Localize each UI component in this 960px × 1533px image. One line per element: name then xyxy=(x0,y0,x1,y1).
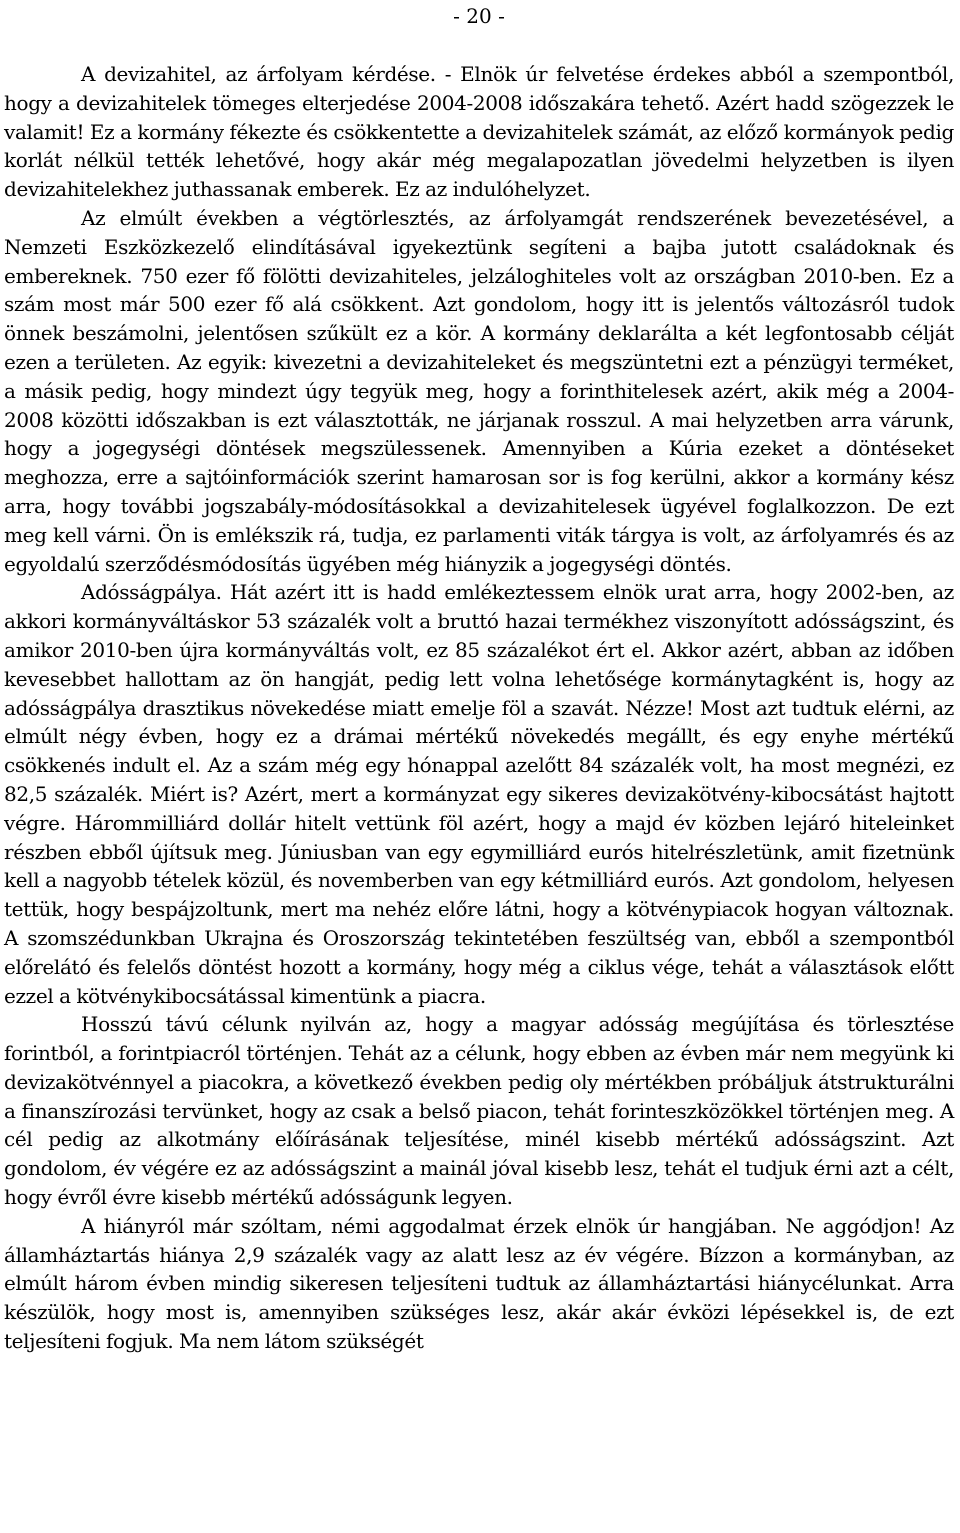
page-number: - 20 - xyxy=(453,4,505,28)
document-page xyxy=(4,0,954,1533)
paragraph-adossagpalya: Adósságpálya. Hát azért itt is hadd emlékeztessem elnök urat arra, hogy 2002-ben, az akkori kormányváltáskor 53 százalék volt a bruttó hazai termékhez viszonyított adósságszint, és amikor 2010-ben újra kormányváltás volt, ez 85 százalékot ért el. Akkor azért, abban az időben kevesebbet hallottam az ön hangját, pedig lett volna lehetősége kormánytagként is, hogy az adósságpálya drasztikus növekedése miatt emelje föl a szavát. Nézze! Most azt tudtuk elérni, az elmúlt négy évben, hogy ez a drámai mértékű növekedés megállt, és egy enyhe mértékű csökkenés indult el. Az a szám még egy hónappal azelőtt 84 százalék volt, ha most megnézi, ez 82,5 százalék. Miért is? Azért, mert a kormányzat egy sikeres devizakötvény-kibocsátást hajtott végre. Hárommilliárd dollár hitelt vettünk föl azért, hogy a majd év közben lejáró hiteleinket részben ebből újítsuk meg. Júniusban van egy egymilliárd eurós hitelrészletünk, amit fizetnünk kell a nagyobb tételek közül, és novemberben van egy kétmilliárd eurós. Azt gondolom, helyesen tettük, hogy bespájzoltunk, mert ma nehéz előre látni, hogy a kötvénypiacok hogyan változnak. A szomszédunkban Ukrajna és Oroszország tekintetében feszültség van, ebből a szempontból előrelátó és felelős döntést hozott a kormány, hogy még a ciklus vége, tehát a választások előtt ezzel a kötvénykibocsátással kimentünk a piacra. xyxy=(4,580,954,1008)
paragraph-hosszu-tavu-cel: Hosszú távú célunk nyilván az, hogy a magyar adósság megújítása és törlesztése forintból, a forintpiacról történjen. Tehát az a célunk, hogy ebben az évben már nem megyünk ki devizakötvénnyel a piacokra, a következő években pedig oly mértékben próbáljuk átstrukturálni a finanszírozási tervünket, hogy az csak a belső piacon, tehát forinteszközökkel történjen meg. A cél pedig az alkotmány előírásának teljesítése, minél kisebb mértékű adósságszint. Azt gondolom, év végére ez az adósságszint a mainál jóval kisebb lesz, tehát el tudjuk érni azt a célt, hogy évről évre kisebb mértékű adósságunk legyen. xyxy=(4,1012,954,1210)
paragraph-devizahitel: A devizahitel, az árfolyam kérdése. - Elnök úr felvetése érdekes abból a szempontból, hogy a devizahitelek tömeges elterjedése 2004-2008 időszakára tehető. Azért hadd szögezzek le valamit! Ez a kormány fékezte és csökkentette a devizahitelek számát, az előző kormányok pedig korlát nélkül tették lehetővé, hogy akár még megalapozatlan jövedelmi helyzetben is ilyen devizahitelekhez juthassanak emberek. Ez az indulóhelyzet. xyxy=(4,62,954,202)
paragraph-hiany: A hiányról már szóltam, némi aggodalmat érzek elnök úr hangjában. Ne aggódjon! Az államháztartás hiánya 2,9 százalék vagy az alatt lesz az év végére. Bízzon a kormányban, az elmúlt három évben mindig sikeresen teljesíteni tudtuk az államháztartási hiánycélunkat. Arra készülök, hogy most is, amennyiben szükséges lesz, akár akár évközi lépésekkel is, de ezt teljesíteni fogjuk. Ma nem látom szükségét xyxy=(4,1213,954,1354)
paragraph-vegtorlesztes: Az elmúlt években a végtörlesztés, az árfolyamgát rendszerének bevezetésével, a Nemzeti Eszközkezelő elindításával igyekeztünk segíteni a bajba jutott családoknak és embereknek. 750 ezer fő fölötti devizahiteles, jelzáloghiteles volt az országban 2010-ben. Ez a szám most már 500 ezer fő alá csökkent. Azt gondolom, hogy itt is jelentős változásról tudok önnek beszámolni, jelentősen szűkült ez a kör. A kormány deklarálta a két legfontosabb célját ezen a területen. Az egyik: kivezetni a devizahiteleket és megszüntetni ezt a pénzügyi terméket, a másik pedig, hogy mindezt úgy tegyük meg, hogy a forinthitelesek azért, akik még a 2004-2008 közötti időszakban is ezt választották, ne járjanak rosszul. A mai helyzetben arra várunk, hogy a jogegységi döntések megszülessenek. Amennyiben a Kúria ezeket a döntéseket meghozza, erre a sajtóinformációk szerint hamarosan sor is fog kerülni, akkor a kormány kész arra, hogy további jogszabály-módosításokkal a devizahitelesek ügyével foglalkozzon. De ezt meg kell várni. Ön is emlékszik rá, tudja, ez parlamenti viták tárgya is volt, az árfolyamrés és az egyoldalú szerződésmódosítás ügyében még hiányzik a jogegységi döntés. xyxy=(4,205,954,576)
